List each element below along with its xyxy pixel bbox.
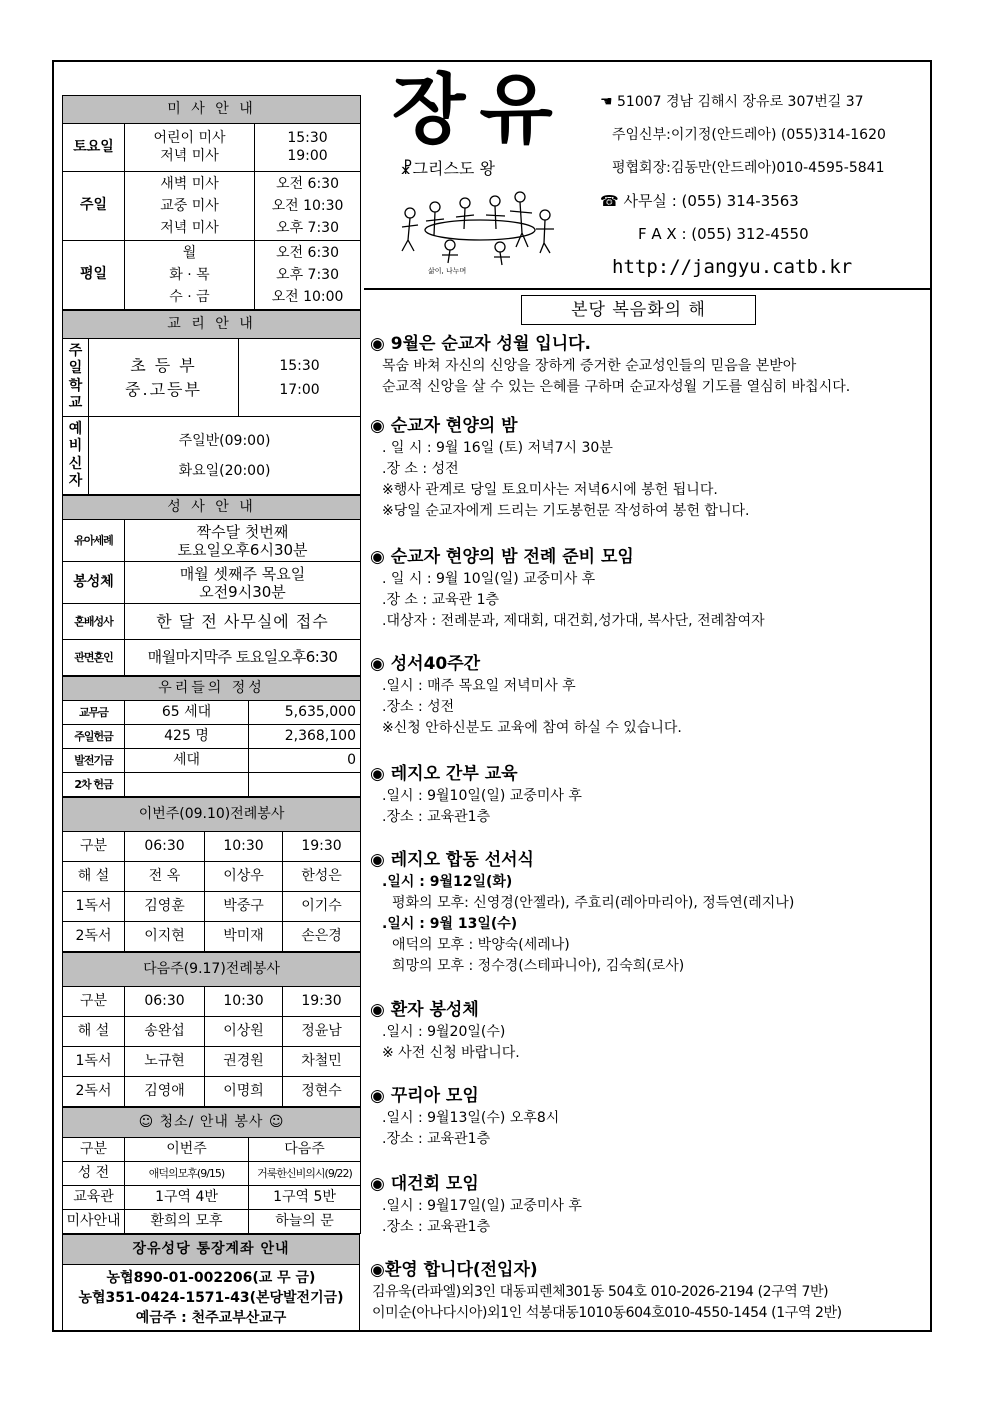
sharing-illustration [390, 185, 565, 275]
offering-count [125, 773, 249, 797]
notice-line: .일시 : 9월20일(수) [382, 1024, 506, 1040]
liturgy-role: 1독서 [63, 1047, 125, 1077]
cleaning-cell: 애덕의모후(9/15) [125, 1162, 249, 1186]
liturgy-cell: 정윤남 [283, 1017, 361, 1047]
mass-time: 오전 6:30 [276, 245, 339, 261]
notice-line: . 일 시 : 9월 16일 (토) 저녁7시 30분 [382, 440, 613, 456]
notice-section [370, 1172, 925, 1238]
liturgy-role: 해 설 [63, 1017, 125, 1047]
liturgy-cell: 이지현 [125, 922, 205, 952]
notice-line: 평화의 모후: 신영경(안젤라), 주효리(레아마리아), 정득연(레지나) [392, 895, 795, 911]
offering-table [62, 676, 361, 797]
sacrament-line: 한 달 전 사무실에 접수 [125, 604, 361, 640]
notice-line: 애덕의 모후 : 박양숙(세레나) [392, 937, 570, 953]
catechumen-char: 예 [68, 420, 83, 437]
class-name: 초 등 부 [130, 355, 197, 375]
notice-line: ※행사 관계로 당일 토요미사는 저녁6시에 봉헌 됩니다. [382, 482, 718, 498]
notice-title: ◉ 9월은 순교자 성월 입니다. [370, 334, 592, 354]
sacrament-label: 유아세례 [63, 520, 125, 562]
offering-label: 주일헌금 [63, 725, 125, 749]
liturgy-cell: 이기수 [283, 892, 361, 922]
mass-name: 저녁 미사 [160, 147, 219, 164]
this-week-header: 이번주(09.10)전례봉사 [63, 798, 361, 832]
notice-section [370, 414, 925, 522]
mass-time: 19:00 [287, 147, 328, 164]
notice-line: .대상자 : 전례분과, 제대회, 대건회,성가대, 복사단, 전례참여자 [382, 613, 765, 629]
notice-line: .장소 : 성전 [382, 699, 455, 715]
mass-time: 오전 6:30 [276, 176, 339, 192]
sunday-school-char: 주 [68, 342, 83, 359]
notice-section [370, 545, 925, 632]
notice-title: ◉ 레지오 합동 선서식 [370, 850, 534, 870]
liturgy-cell: 차철민 [283, 1047, 361, 1077]
mass-name: 저녁 미사 [160, 220, 219, 236]
mass-name: 화 · 목 [169, 267, 210, 283]
liturgy-col: 06:30 [125, 987, 205, 1017]
notice-line: 목숨 바쳐 자신의 신앙을 장하게 증거한 순교성인들의 믿음을 본받아 [382, 358, 797, 374]
sacrament-label: 관면혼인 [63, 640, 125, 676]
office-phone: 사무실 : (055) 314-3563 [623, 192, 799, 210]
notice-section [370, 332, 925, 398]
contact-info [600, 86, 886, 284]
cleaning-col: 구분 [63, 1138, 125, 1162]
liturgy-col: 10:30 [205, 832, 283, 862]
offering-label: 2차 헌금 [63, 773, 125, 797]
cleaning-cell: 환희의 모후 [125, 1210, 249, 1234]
mass-time: 오전 10:00 [271, 289, 344, 305]
offering-count: 세대 [125, 749, 249, 773]
cleaning-col: 이번주 [125, 1138, 249, 1162]
sacrament-label: 혼배성사 [63, 604, 125, 640]
sunday-school-char: 교 [68, 395, 83, 411]
offering-amount [249, 773, 361, 797]
catechumen-char: 비 [68, 438, 83, 454]
sunday-school-char: 학 [68, 377, 83, 394]
catechumen-session: 화요일(20:00) [178, 462, 271, 479]
sacraments-header: 성 사 안 내 [63, 496, 361, 520]
liturgy-cell: 이명희 [205, 1077, 283, 1107]
liturgy-cell: 이상원 [205, 1017, 283, 1047]
catechism-table [62, 310, 361, 495]
liturgy-cell: 김영훈 [125, 892, 205, 922]
mass-time: 오후 7:30 [276, 267, 339, 283]
notice-line: 김유욱(라파엘)외3인 대동피렌체301동 504호 010-2026-2194 (2구역 7반) [372, 1284, 829, 1300]
notice-line: ※ 사전 신청 바랍니다. [382, 1045, 520, 1061]
liturgy-cell: 이상우 [205, 862, 283, 892]
bulletin-title: 장유 [392, 65, 567, 154]
address: 51007 경남 김해시 장유로 307번길 37 [617, 94, 864, 110]
illustration-caption: 삶이, 나누며 [428, 267, 467, 275]
offering-count: 425 명 [125, 725, 249, 749]
notice-line: 이미순(아나다시아)외1인 석봉대동1010동604호010-4550-1454 (1구역 2반) [372, 1305, 842, 1321]
notice-line: .일시 : 9월12일(화) [382, 874, 513, 890]
cleaning-table [62, 1107, 361, 1234]
sunday-school-char: 일 [68, 360, 83, 376]
notice-line: ※당일 순교자에게 드리는 기도봉헌문 작성하여 봉헌 합니다. [382, 503, 750, 519]
notice-line: .장 소 : 교육관 1층 [382, 592, 500, 608]
cleaning-cell: 1구역 4반 [125, 1186, 249, 1210]
liturgy-col: 10:30 [205, 987, 283, 1017]
notice-line: 희망의 모후 : 정수경(스테파니아), 김숙희(로사) [392, 958, 685, 974]
notice-line: 순교적 신앙을 살 수 있는 은혜를 구하며 순교자성월 기도를 열심히 바칩시다. [382, 379, 851, 395]
council-president: 평협회장:김동만(안드레아)010-4595-5841 [612, 160, 885, 176]
catechumen-char: 신 [68, 455, 83, 472]
cleaning-area: 교육관 [63, 1186, 125, 1210]
notice-line: .장소 : 교육관1층 [382, 809, 491, 825]
sacrament-label: 봉성체 [63, 562, 125, 604]
class-time: 15:30 [279, 357, 320, 374]
notice-title: ◉ 순교자 현양의 밤 [370, 416, 518, 436]
notice-title: ◉환영 합니다(전입자) [370, 1260, 538, 1280]
offering-label: 발전기금 [63, 749, 125, 773]
liturgy-col: 구분 [63, 987, 125, 1017]
liturgy-col: 구분 [63, 832, 125, 862]
notice-title: ◉ 대건회 모임 [370, 1174, 479, 1194]
notice-section [370, 848, 925, 977]
liturgy-cell: 송완섭 [125, 1017, 205, 1047]
cleaning-area: 성 전 [63, 1162, 125, 1186]
account-header: 장유성당 통장계좌 안내 [63, 1235, 360, 1265]
offering-amount: 2,368,100 [249, 725, 361, 749]
catechism-header: 교 리 안 내 [63, 311, 361, 339]
cleaning-col: 다음주 [249, 1138, 361, 1162]
cleaning-cell: 하늘의 문 [249, 1210, 361, 1234]
notice-line: . 일 시 : 9월 10일(일) 교중미사 후 [382, 571, 596, 587]
liturgy-cell: 한성은 [283, 862, 361, 892]
next-week-liturgy-table [62, 952, 361, 1107]
class-name: 중.고등부 [125, 379, 202, 399]
notice-line: .장소 : 교육관1층 [382, 1131, 491, 1147]
notice-line: .일시 : 9월17일(일) 교중미사 후 [382, 1198, 582, 1214]
mass-name: 어린이 미사 [153, 130, 226, 146]
account-line: 농협351-0424-1571-43(본당발전기금) [78, 1289, 344, 1306]
mass-saturday-label: 토요일 [63, 124, 125, 172]
next-week-header: 다음주(9.17)전례봉사 [63, 953, 361, 987]
mass-name: 새벽 미사 [160, 176, 219, 192]
liturgy-cell: 손은경 [283, 922, 361, 952]
this-week-liturgy-table [62, 797, 361, 952]
account-table [62, 1234, 360, 1331]
divider [364, 288, 930, 290]
class-time: 17:00 [279, 381, 320, 398]
notice-title: ◉ 꾸리아 모임 [370, 1086, 479, 1106]
website-link[interactable]: http://jangyu.catb.kr [612, 256, 853, 278]
liturgy-cell: 김영애 [125, 1077, 205, 1107]
sacrament-line: 오전9시30분 [199, 582, 286, 601]
pointing-hand-icon: ☚ [600, 94, 618, 110]
mass-sunday-label: 주일 [63, 172, 125, 241]
liturgy-col: 06:30 [125, 832, 205, 862]
notice-section [370, 998, 925, 1064]
notice-line: .일시 : 매주 목요일 저녁미사 후 [382, 678, 576, 694]
left-column [62, 95, 360, 1331]
offering-amount: 5,635,000 [249, 701, 361, 725]
catechumen-session: 주일반(09:00) [178, 432, 271, 449]
offering-count: 65 세대 [125, 701, 249, 725]
notice-section [370, 1084, 925, 1150]
mass-header: 미 사 안 내 [63, 96, 361, 124]
offering-label: 교무금 [63, 701, 125, 725]
notice-section [370, 652, 925, 739]
sacraments-table [62, 495, 361, 676]
liturgy-cell: 박중구 [205, 892, 283, 922]
catechumen-char: 자 [68, 473, 83, 489]
cleaning-area: 미사안내 [63, 1210, 125, 1234]
pastor: 주임신부:이기정(안드레아) (055)314-1620 [612, 127, 886, 143]
year-theme: 본당 복음화의 해 [521, 295, 756, 325]
liturgy-col: 19:30 [283, 987, 361, 1017]
notice-line: .일시 : 9월 13일(수) [382, 916, 518, 932]
cleaning-cell: 거룩한신비의시(9/22) [249, 1162, 361, 1186]
notice-line: .일시 : 9월10일(일) 교중미사 후 [382, 788, 582, 804]
mass-name: 월 [182, 245, 197, 261]
sacrament-line: 매월 셋째주 목요일 [179, 564, 306, 583]
notice-title: ◉ 성서40주간 [370, 654, 481, 674]
liturgy-cell: 박미재 [205, 922, 283, 952]
phone-icon: ☎ [600, 192, 624, 210]
notice-section [370, 1258, 925, 1324]
notice-line: .일시 : 9월13일(수) 오후8시 [382, 1110, 560, 1126]
cleaning-cell: 1구역 5반 [249, 1186, 361, 1210]
mass-table [62, 95, 361, 310]
notice-line: .장 소 : 성전 [382, 461, 459, 477]
liturgy-role: 해 설 [63, 862, 125, 892]
sacrament-line: 짝수달 첫번째 [196, 522, 289, 541]
cleaning-header: ☺ 청소/ 안내 봉사 ☺ [63, 1108, 361, 1138]
notice-line: .장소 : 교육관1층 [382, 1219, 491, 1235]
bulletin-subtitle: ☧그리스도 왕 [400, 159, 495, 178]
fax: F A X : (055) 312-4550 [638, 225, 809, 243]
liturgy-cell: 노규현 [125, 1047, 205, 1077]
mass-time: 오후 7:30 [276, 220, 339, 236]
mass-time: 15:30 [287, 130, 328, 146]
account-line: 농협890-01-002206(교 무 금) [106, 1269, 316, 1286]
liturgy-cell: 전 옥 [125, 862, 205, 892]
notice-title: ◉ 레지오 간부 교육 [370, 764, 518, 784]
liturgy-col: 19:30 [283, 832, 361, 862]
notice-title: ◉ 순교자 현양의 밤 전례 준비 모임 [370, 547, 634, 567]
mass-name: 교중 미사 [160, 198, 219, 214]
sacrament-line: 매월마지막주 토요일오후6:30 [125, 640, 361, 676]
sacrament-line: 토요일오후6시30분 [177, 540, 308, 559]
liturgy-role: 2독서 [63, 922, 125, 952]
mass-name: 수 · 금 [169, 289, 210, 305]
liturgy-role: 1독서 [63, 892, 125, 922]
account-line: 예금주 : 천주교부산교구 [135, 1309, 287, 1326]
liturgy-cell: 정현수 [283, 1077, 361, 1107]
notice-line: ※신청 안하신분도 교육에 참여 하실 수 있습니다. [382, 720, 682, 736]
mass-time: 오전 10:30 [271, 198, 344, 214]
mass-weekday-label: 평일 [63, 241, 125, 310]
offering-header: 우리들의 정성 [63, 677, 361, 701]
liturgy-cell: 권경원 [205, 1047, 283, 1077]
notice-title: ◉ 환자 봉성체 [370, 1000, 479, 1020]
liturgy-role: 2독서 [63, 1077, 125, 1107]
notice-section [370, 762, 925, 828]
offering-amount: 0 [249, 749, 361, 773]
